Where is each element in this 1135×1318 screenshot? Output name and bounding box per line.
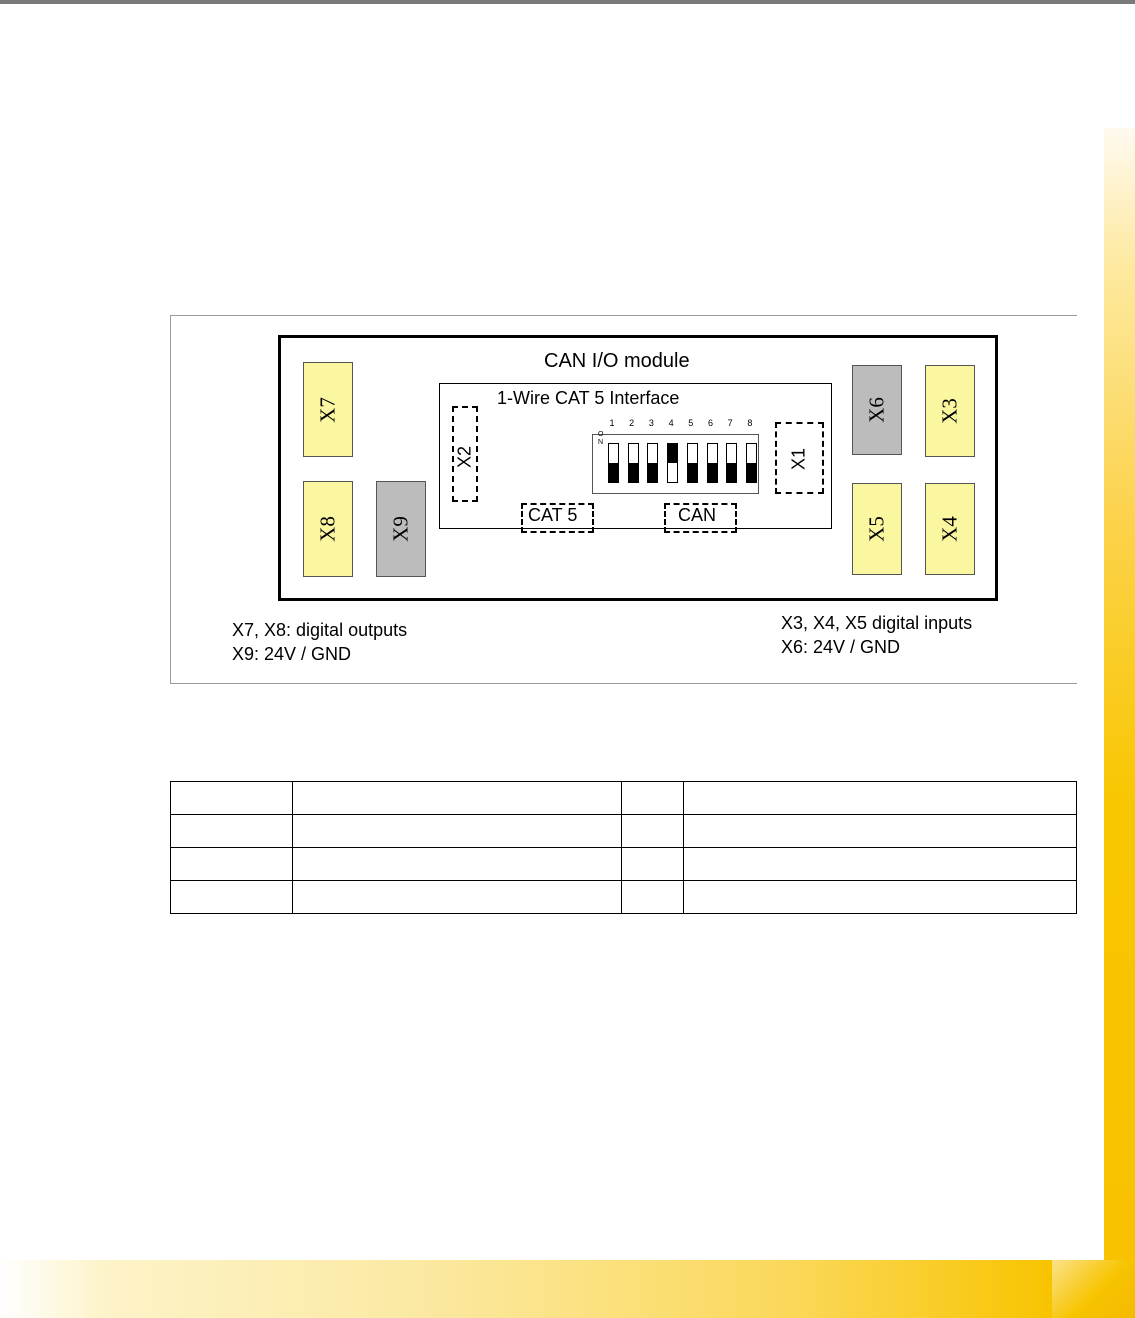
- connector-x9: X9: [376, 481, 426, 577]
- table-cell: [622, 815, 684, 848]
- table-cell: [292, 848, 622, 881]
- table-cell: [684, 848, 1077, 881]
- dip-switch-number: 3: [648, 418, 654, 428]
- table-row: [171, 815, 1077, 848]
- caption-outputs-line-2: X9: 24V / GND: [232, 644, 352, 664]
- dip-switch-lever: [667, 443, 678, 483]
- table-cell: [622, 848, 684, 881]
- dip-switch-number: 4: [668, 418, 674, 428]
- dip-switch-lever: [608, 443, 619, 483]
- caption-outputs-line-1: X7, X8: digital outputs: [232, 620, 408, 640]
- module-title: CAN I/O module: [544, 350, 690, 372]
- table-cell: [684, 782, 1077, 815]
- connector-x5: X5: [852, 483, 902, 575]
- empty-table: [170, 781, 1077, 914]
- interface-board: [439, 383, 832, 529]
- table-row: [171, 881, 1077, 914]
- table-cell: [171, 848, 293, 881]
- connector-x3: X3: [925, 365, 975, 457]
- caption-inputs-line-2: X6: 24V / GND: [781, 637, 901, 657]
- table-row: [171, 848, 1077, 881]
- dip-switch-number: 2: [629, 418, 635, 428]
- connector-x7: X7: [303, 362, 353, 457]
- dip-switch-lever: [628, 443, 639, 483]
- connector-x2-label: X2: [454, 445, 475, 469]
- connector-cat5-label: CAT 5: [528, 505, 578, 525]
- table-cell: [171, 815, 293, 848]
- connector-x1-label: X1: [788, 447, 809, 471]
- dip-switch-lever: [746, 443, 757, 483]
- table-cell: [684, 815, 1077, 848]
- dip-switch-lever: [647, 443, 658, 483]
- bottom-accent-bar: [0, 1260, 1052, 1318]
- side-accent-bar: [1104, 128, 1135, 1260]
- module-outline: [278, 335, 998, 601]
- table-cell: [171, 782, 293, 815]
- caption-inputs: [781, 611, 972, 659]
- connector-x8: X8: [303, 481, 353, 577]
- dip-switch-lever: [687, 443, 698, 483]
- connector-x4: X4: [925, 483, 975, 575]
- connector-x6: X6: [852, 365, 902, 455]
- dip-switch-number: 5: [688, 418, 694, 428]
- table-row: [171, 782, 1077, 815]
- dip-switch-number: 6: [707, 418, 714, 428]
- table-cell: [622, 782, 684, 815]
- table-cell: [622, 881, 684, 914]
- dip-switch-number: 1: [609, 418, 615, 428]
- dip-switch: [592, 431, 759, 494]
- module-diagram: [170, 315, 1077, 684]
- table-cell: [171, 881, 293, 914]
- dip-switch-lever: [707, 443, 718, 483]
- table-cell: [684, 881, 1077, 914]
- table-cell: [292, 782, 622, 815]
- dip-switch-on-label: O N: [598, 431, 604, 446]
- corner-accent-block: [1052, 1260, 1135, 1318]
- dip-switch-number: 8: [747, 418, 753, 428]
- dip-switch-number: 7: [727, 418, 733, 428]
- dip-switch-lever: [726, 443, 737, 483]
- connector-can-label: CAN: [678, 505, 717, 525]
- table-cell: [292, 815, 622, 848]
- dip-switch-numbers: [592, 418, 759, 430]
- table-cell: [292, 881, 622, 914]
- interface-title: 1-Wire CAT 5 Interface: [497, 388, 680, 408]
- caption-inputs-line-1: X3, X4, X5 digital inputs: [781, 613, 973, 633]
- top-rule: [0, 0, 1135, 4]
- caption-outputs: [232, 618, 407, 666]
